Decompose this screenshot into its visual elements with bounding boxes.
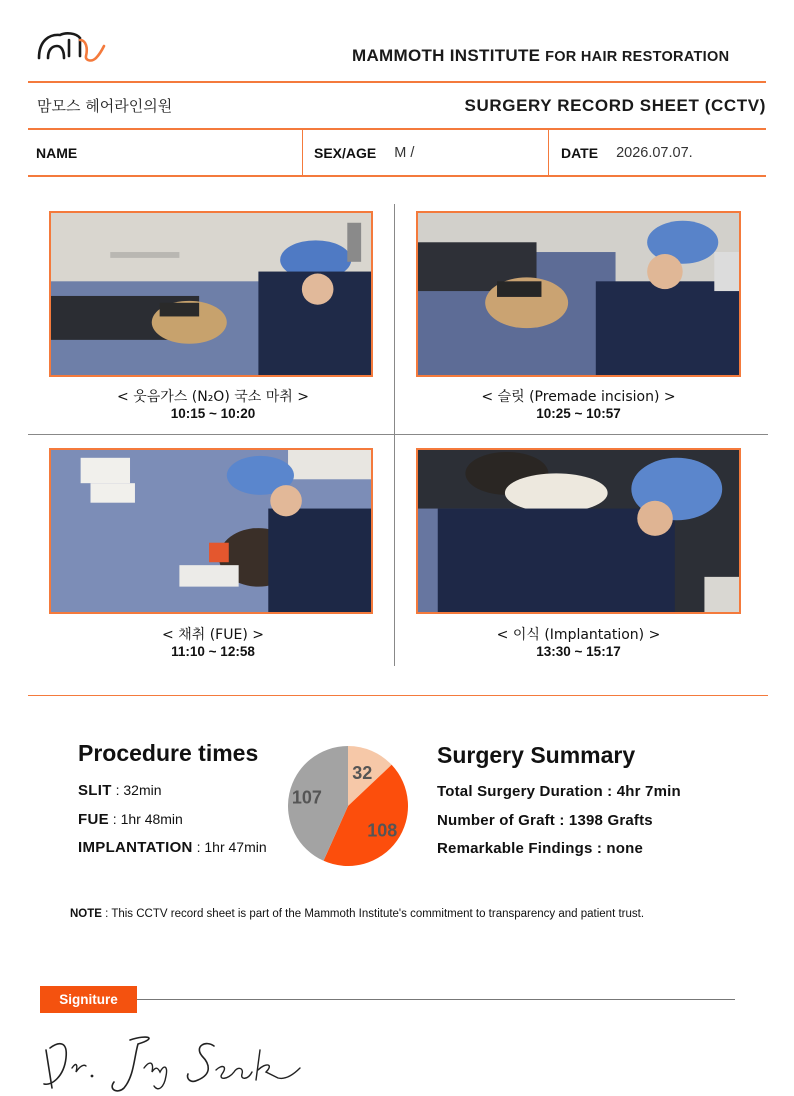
note-label: NOTE (70, 908, 102, 920)
procedure-times-title: Procedure times (78, 740, 259, 766)
sexage-label: SEX/AGE (314, 145, 377, 161)
patient-info-row (28, 130, 766, 176)
handwritten-signature (38, 1028, 308, 1094)
procedure-item-label: IMPLANTATION (78, 839, 193, 856)
date-value: 2026.07.07. (616, 145, 693, 161)
note-body: : This CCTV record sheet is part of the Mammoth Institute's commitment to transparency and patient trust. (101, 908, 645, 920)
photo-grid-vertical-divider (394, 204, 395, 666)
cctv-photo-implantation (416, 448, 741, 614)
caption-label: < 이식 (Implantation) > (496, 627, 661, 643)
procedure-pie-chart (288, 746, 408, 866)
date-label: DATE (561, 145, 599, 161)
cctv-photo-anesthesia (49, 211, 373, 377)
pie-data-label: 108 (367, 820, 398, 841)
institute-name-bold: MAMMOTH INSTITUTE (352, 46, 541, 65)
caption-label: < 웃음가스 (N₂O) 국소 마취 > (117, 389, 309, 405)
summary-findings: Remarkable Findings : none (437, 840, 644, 857)
procedure-item-value: : 1hr 48min (108, 811, 183, 827)
header-divider (28, 81, 766, 83)
caption-time: 11:10 ~ 12:58 (171, 644, 255, 659)
info-separator (302, 130, 303, 176)
institute-name-rest: FOR HAIR RESTORATION (545, 49, 730, 65)
sexage-value: M / (394, 145, 415, 161)
summary-duration: Total Surgery Duration : 4hr 7min (437, 783, 681, 800)
summary-grafts: Number of Graft : 1398 Grafts (437, 812, 653, 829)
info-bottom-divider (28, 175, 766, 177)
pie-data-label: 32 (352, 762, 373, 783)
cctv-photo-fue (49, 448, 373, 614)
procedure-item-label: FUE (78, 811, 109, 828)
photo-caption-anesthesia (49, 386, 377, 421)
procedure-item-value: : 1hr 47min (192, 839, 267, 855)
caption-label: < 채취 (FUE) > (162, 627, 264, 643)
photo-caption-slit (416, 386, 741, 421)
info-separator (548, 130, 549, 176)
institute-name (352, 46, 768, 66)
procedure-item-slit (78, 782, 162, 799)
procedure-item-implantation (78, 839, 267, 856)
signature-line (137, 999, 735, 1000)
caption-time: 13:30 ~ 15:17 (536, 644, 621, 659)
clinic-korean-name: 맘모스 헤어라인의원 (37, 97, 173, 115)
procedure-item-value: : 32min (111, 782, 162, 798)
mammoth-logo-icon (36, 28, 108, 68)
photo-grid-horizontal-divider (28, 434, 768, 435)
surgery-summary-title: Surgery Summary (437, 742, 636, 768)
date-cell (561, 130, 766, 176)
pie-data-label: 107 (291, 787, 322, 808)
signature-badge: Signiture (40, 986, 137, 1013)
procedure-item-fue (78, 811, 183, 828)
photo-caption-fue (49, 624, 377, 659)
note-text (70, 908, 644, 920)
caption-time: 10:25 ~ 10:57 (536, 406, 621, 421)
name-cell (36, 130, 302, 176)
section-divider (28, 695, 768, 696)
caption-time: 10:15 ~ 10:20 (170, 406, 256, 421)
name-label: NAME (36, 145, 78, 161)
photo-caption-implantation (416, 624, 741, 659)
sexage-cell (314, 130, 548, 176)
sheet-title: SURGERY RECORD SHEET (CCTV) (464, 96, 766, 115)
caption-label: < 슬릿 (Premade incision) > (481, 389, 676, 405)
cctv-photo-slit (416, 211, 741, 377)
procedure-item-label: SLIT (78, 782, 112, 799)
